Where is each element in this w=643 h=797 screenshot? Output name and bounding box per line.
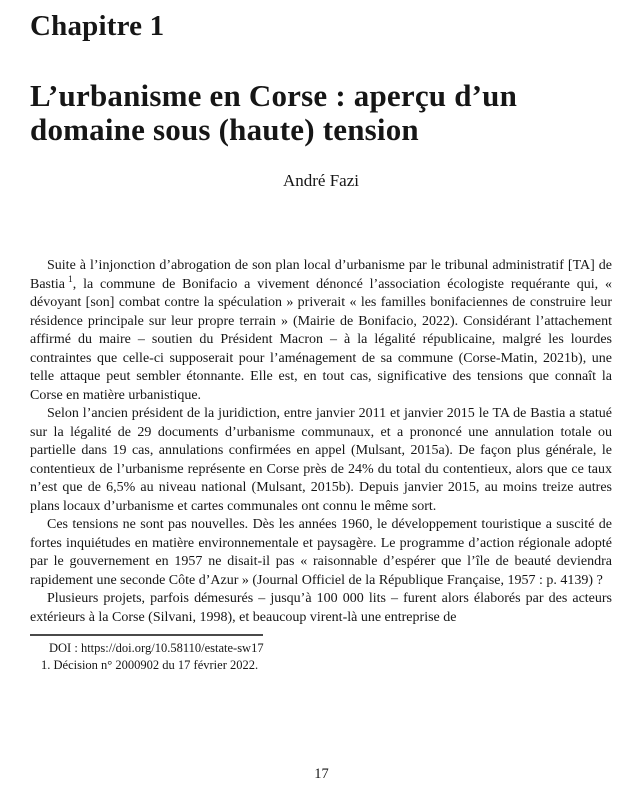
body-text xyxy=(30,257,612,627)
article-title xyxy=(30,79,612,147)
doi-link[interactable]: https://doi.org/10.58110/estate-sw17 xyxy=(80,640,264,655)
article-title-line-1: L’urbanisme en Corse : aperçu d’un xyxy=(30,78,518,113)
footnote-ref-1[interactable]: 1 xyxy=(68,274,73,285)
footnote-1: 1. Décision n° 2000902 du 17 février 2022. xyxy=(41,658,259,672)
chapter-heading: Chapitre 1 xyxy=(30,10,165,42)
paragraph-1-text: Suite à l’injonction d’abrogation de son plan local d’urbanisme par le tribunal administratif [TA] de Bastia xyxy=(30,258,612,292)
footnote-rule xyxy=(30,634,263,636)
article-title-line-2: domaine sous (haute) tension xyxy=(30,112,419,147)
paragraph-2: Selon l’ancien président de la juridiction, entre janvier 2011 et janvier 2015 le TA de Bastia a statué sur la légalité de 29 documents d’urbanisme communaux, et a prononcé une annulation totale ou partielle dans 19 cas, annulations confirmées en appel (Mulsant, 2015a). De façon plus générale, le contentieux de l’urbanisme représente en Corse près de 24% du total du contentieux, alors que ce taux n’est que de 6,5% au niveau national (Mulsant, 2015b). Depuis janvier 2015, au moins treize autres plans locaux d’urbanisme et cartes communales ont connu le même sort. xyxy=(30,406,612,514)
paragraph-4: Plusieurs projets, parfois démesurés – jusqu’à 100 000 lits – furent alors élaborés par des acteurs extérieurs à la Corse (Silvani, 1998), et beaucoup virent-là une entreprise de xyxy=(30,591,612,625)
page-number: 17 xyxy=(314,766,329,782)
paragraph-1 xyxy=(30,257,612,405)
doi-label: DOI : xyxy=(49,640,78,655)
paragraph-1-continuation: , la commune de Bonifacio a vivement dénoncé l’association écologiste requérante qui, « dévoyant [son] combat contre la spéculation » priverait « les familles bonifaciennes de construire leur résidence principale sur leur propre terrain » (Mairie de Bonifacio, 2022). Considérant l’attachement affirmé du maire – soutien du Président Macron – à la légalité républicaine, malgré les lourdes contraintes que celle-ci supposerait pour l’aménagement de sa commune (Corse-Matin, 2021b), une telle attaque peut sembler étonnante. Elle est, en tout cas, significative des tensions que connaît la Corse en matière urbanistique. xyxy=(30,276,612,403)
doi-line xyxy=(30,640,612,658)
author-name: André Fazi xyxy=(282,171,359,190)
paragraph-3: Ces tensions ne sont pas nouvelles. Dès les années 1960, le développement touristique a suscité de fortes inquiétudes en matière environnementale et paysagère. Le programme d’action régionale adopté par le gouvernement en 1957 ne disait-il pas « raisonnable d’espérer que l’île de beauté deviendra rapidement une seconde Côte d’Azur » (Journal Officiel de la République Française, 1957 : p. 4139) ? xyxy=(30,517,612,588)
